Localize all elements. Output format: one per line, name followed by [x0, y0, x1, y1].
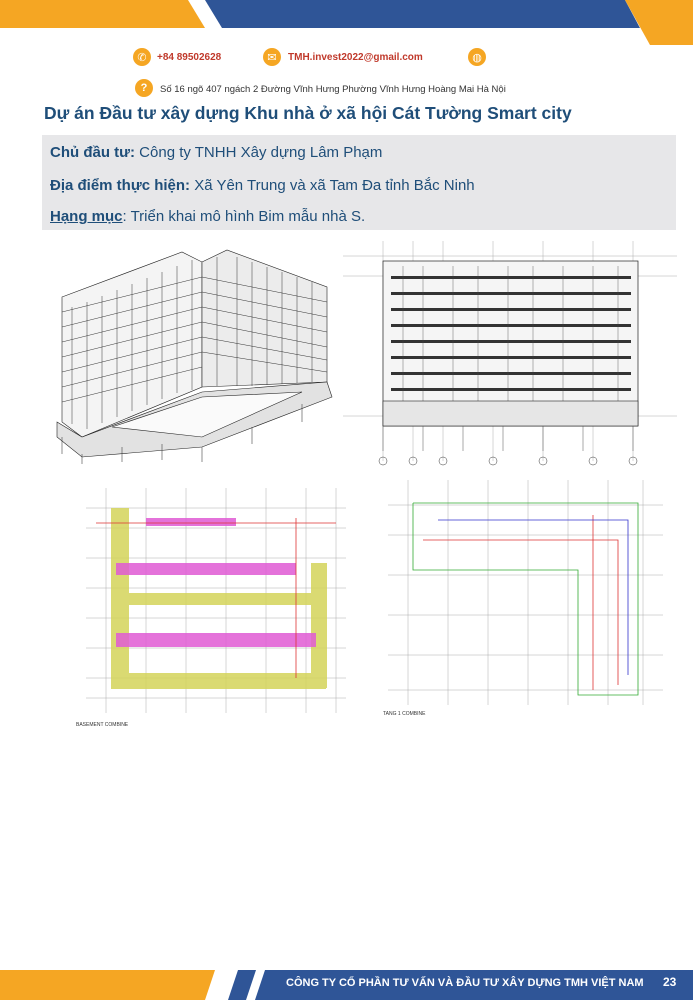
location-label: Địa điểm thực hiện: — [50, 177, 191, 194]
elevation-drawing — [343, 236, 677, 468]
item-label: Hạng mục — [50, 208, 123, 225]
item-line — [50, 208, 365, 225]
plan-right-caption: TANG 1 COMBINE — [383, 711, 426, 717]
owner-line — [50, 144, 382, 161]
phone-icon: ✆ — [133, 48, 151, 66]
location-value: Xã Yên Trung và xã Tam Đa tỉnh Bắc Ninh — [190, 177, 475, 194]
page-number: 23 — [663, 975, 677, 989]
item-value: : Triển khai mô hình Bim mẫu nhà S. — [122, 208, 366, 225]
globe-icon: ◍ — [468, 48, 486, 66]
page-title: Dự án Đầu tư xây dựng Khu nhà ở xã hội Cát Tường Smart city — [44, 103, 572, 123]
phone-number: +84 89502628 — [157, 52, 222, 63]
email-address: TMH.invest2022@gmail.com — [288, 52, 423, 63]
project-info-box — [42, 135, 676, 230]
address: Số 16 ngõ 407 ngách 2 Đường Vĩnh Hưng Phường Vĩnh Hưng Hoàng Mai Hà Nội — [160, 84, 506, 95]
mail-icon: ✉ — [263, 48, 281, 66]
isometric-building-drawing — [52, 232, 337, 464]
owner-value: Công ty TNHH Xây dựng Lâm Phạm — [135, 144, 383, 161]
header-band — [0, 0, 693, 45]
ground-floor-plan-drawing — [378, 475, 673, 721]
footer-company: CÔNG TY CỔ PHẦN TƯ VẤN VÀ ĐẦU TƯ XÂY DỰNG TMH VIỆT NAM — [286, 977, 644, 989]
location-icon: ? — [135, 79, 153, 97]
basement-plan-drawing — [66, 478, 356, 736]
location-line — [50, 177, 475, 194]
owner-label: Chủ đầu tư: — [50, 144, 136, 161]
plan-left-caption: BASEMENT COMBINE — [76, 722, 129, 728]
